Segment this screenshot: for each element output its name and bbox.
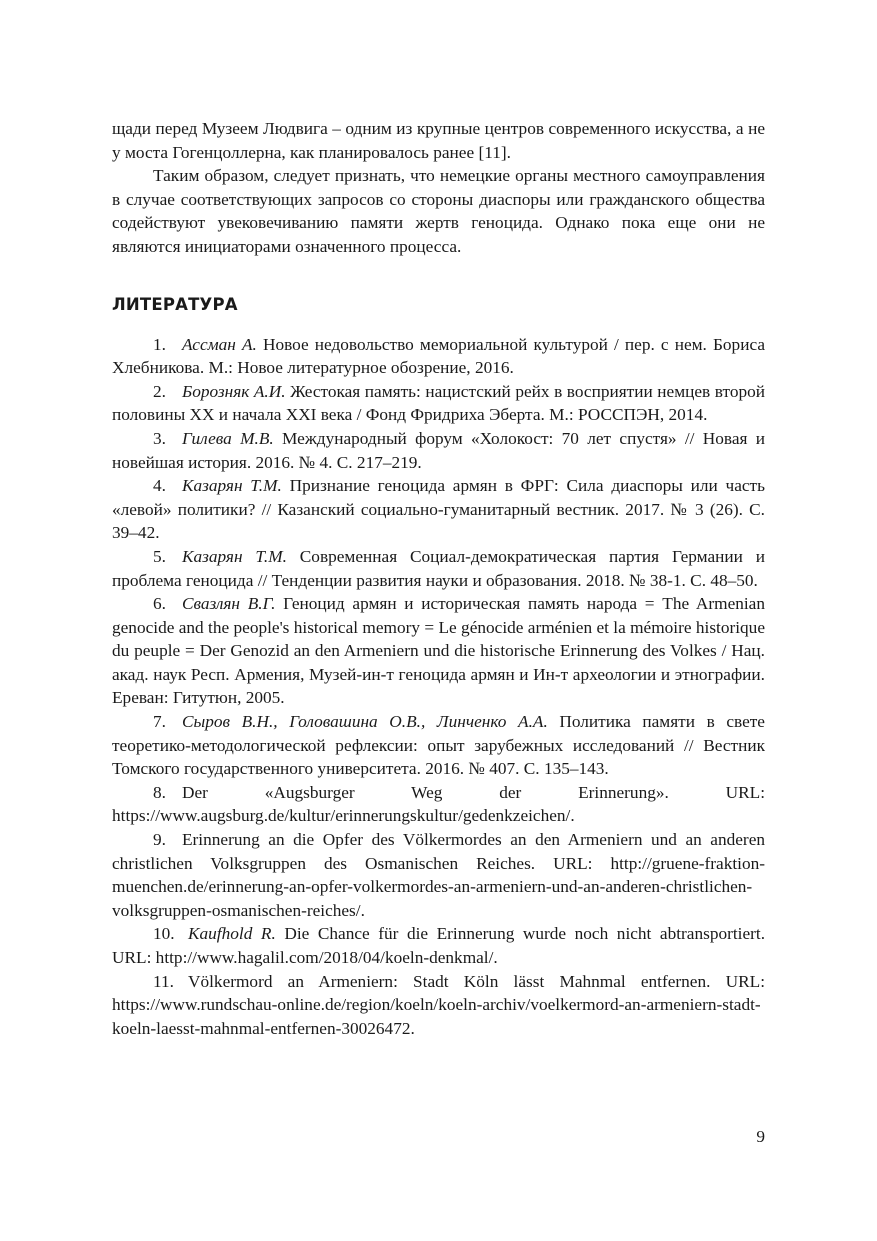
reference-text: Die Chance für die Erinnerung wurde noch nicht abtransportiert. URL: http://www.hagalil.com/2018/04/koeln-denkmal/. — [112, 924, 766, 967]
reference-item — [112, 781, 765, 828]
reference-item — [112, 970, 765, 1041]
reference-author: Казарян Т.М. — [182, 476, 282, 496]
reference-text: Новое недовольство мемориальной культурой / пер. с нем. Бориса Хлебникова. М.: Новое литературное обозрение, 2016. — [112, 334, 765, 378]
reference-number: 10. — [153, 924, 175, 944]
reference-author: Сыров В.Н., Головашина О.В., Линченко А.А. — [182, 712, 548, 732]
reference-number: 1. — [153, 334, 166, 354]
reference-item — [112, 710, 765, 781]
page-content — [112, 117, 765, 1040]
references-heading: ЛИТЕРАТУРА — [112, 294, 238, 314]
reference-text: Современная Социал-демократическая партия Германии и проблема геноцида // Тенденции развития науки и образования. 2018. № 38-1. С. 48–50. — [112, 546, 765, 590]
reference-author: Борозняк А.И. — [182, 381, 286, 401]
reference-number: 5. — [153, 546, 166, 566]
reference-text: Erinnerung an die Opfer des Völkermordes an den Armeniern und an anderen christlichen Volksgruppen des Osmanischen Reiches. URL: http://gruene-fraktion-muenchen.de/erinnerung-an-opfer-volkermordes-an-armeniern-und-an-anderen-christlichen-volksgruppen-osmanischen-reiches/. — [112, 830, 765, 920]
reference-number: 7. — [153, 712, 166, 732]
reference-number: 3. — [153, 428, 166, 448]
reference-text: Der «Augsburger Weg der Erinnerung». URL: https://www.augsburg.de/kultur/erinnerungskultur/gedenkzeichen/. — [112, 782, 765, 826]
reference-number: 2. — [153, 381, 166, 401]
reference-item — [112, 922, 765, 969]
reference-number: 8. — [153, 782, 166, 802]
reference-item — [112, 474, 765, 545]
reference-text: Признание геноцида армян в ФРГ: Сила диаспоры или часть «левой» политики? // Казанский социально-гуманитарный вестник. 2017. № 3 (26). С. 39–42. — [112, 476, 765, 543]
page-number: 9 — [756, 1127, 765, 1146]
reference-text: Политика памяти в свете теоретико-методологической рефлексии: опыт зарубежных исследований // Вестник Томского государственного университета. 2016. № 407. С. 135–143. — [112, 712, 765, 779]
reference-item — [112, 592, 765, 710]
reference-number: 4. — [153, 476, 166, 496]
reference-author: Казарян Т.М. — [182, 546, 287, 566]
reference-item — [112, 427, 765, 474]
reference-number: 6. — [153, 594, 166, 614]
reference-text: Жестокая память: нацистский рейх в восприятии немцев второй половины XX и начала XXI века / Фонд Фридриха Эберта. М.: РОССПЭН, 2014. — [112, 381, 765, 425]
intro-paragraph-continued: щади перед Музеем Людвига – одним из крупные центров современного искусства, а не у моста Гогенцоллерна, как планировалось ранее [11]. — [112, 119, 765, 162]
references-list — [112, 333, 765, 1041]
reference-author: Kaufhold R. — [188, 924, 276, 944]
reference-number: 9. — [153, 830, 166, 850]
reference-author: Ассман А. — [182, 334, 257, 354]
reference-item — [112, 545, 765, 592]
reference-author: Гилева М.В. — [182, 428, 274, 448]
reference-item — [112, 828, 765, 922]
reference-text: Völkermord an Armeniern: Stadt Köln lässt Mahnmal entfernen. URL: https://www.rundschau-online.de/region/koeln/koeln-archiv/voelkermord-an-armeniern-stadt-koeln-laesst-mahnmal-entfernen-30026472. — [112, 971, 765, 1038]
reference-number: 11. — [153, 971, 174, 991]
reference-text: Геноцид армян и историческая память народа = The Armenian genocide and the people's historical memory = Le génocide arménien et la mémoire historique du peuple = Der Genozid an den Armeniern und die historische Erinnerung des Volkes / Нац. акад. наук Респ. Армения, Музей-ин-т геноцида армян и Ин-т археологии и этнографии. Ереван: Гитутюн, 2005. — [112, 594, 765, 708]
reference-text: Международный форум «Холокост: 70 лет спустя» // Новая и новейшая история. 2016. № 4. С. 217–219. — [112, 428, 765, 472]
intro-paragraph-conclusion: Таким образом, следует признать, что немецкие органы местного самоуправления в случае соответствующих запросов со стороны диаспоры или гражданского общества содействуют увековечиванию памяти жертв геноцида. Однако пока еще они не являются инициаторами означенного процесса. — [112, 166, 765, 256]
reference-item — [112, 333, 765, 380]
reference-author: Свазлян В.Г. — [182, 594, 276, 614]
reference-item — [112, 380, 765, 427]
